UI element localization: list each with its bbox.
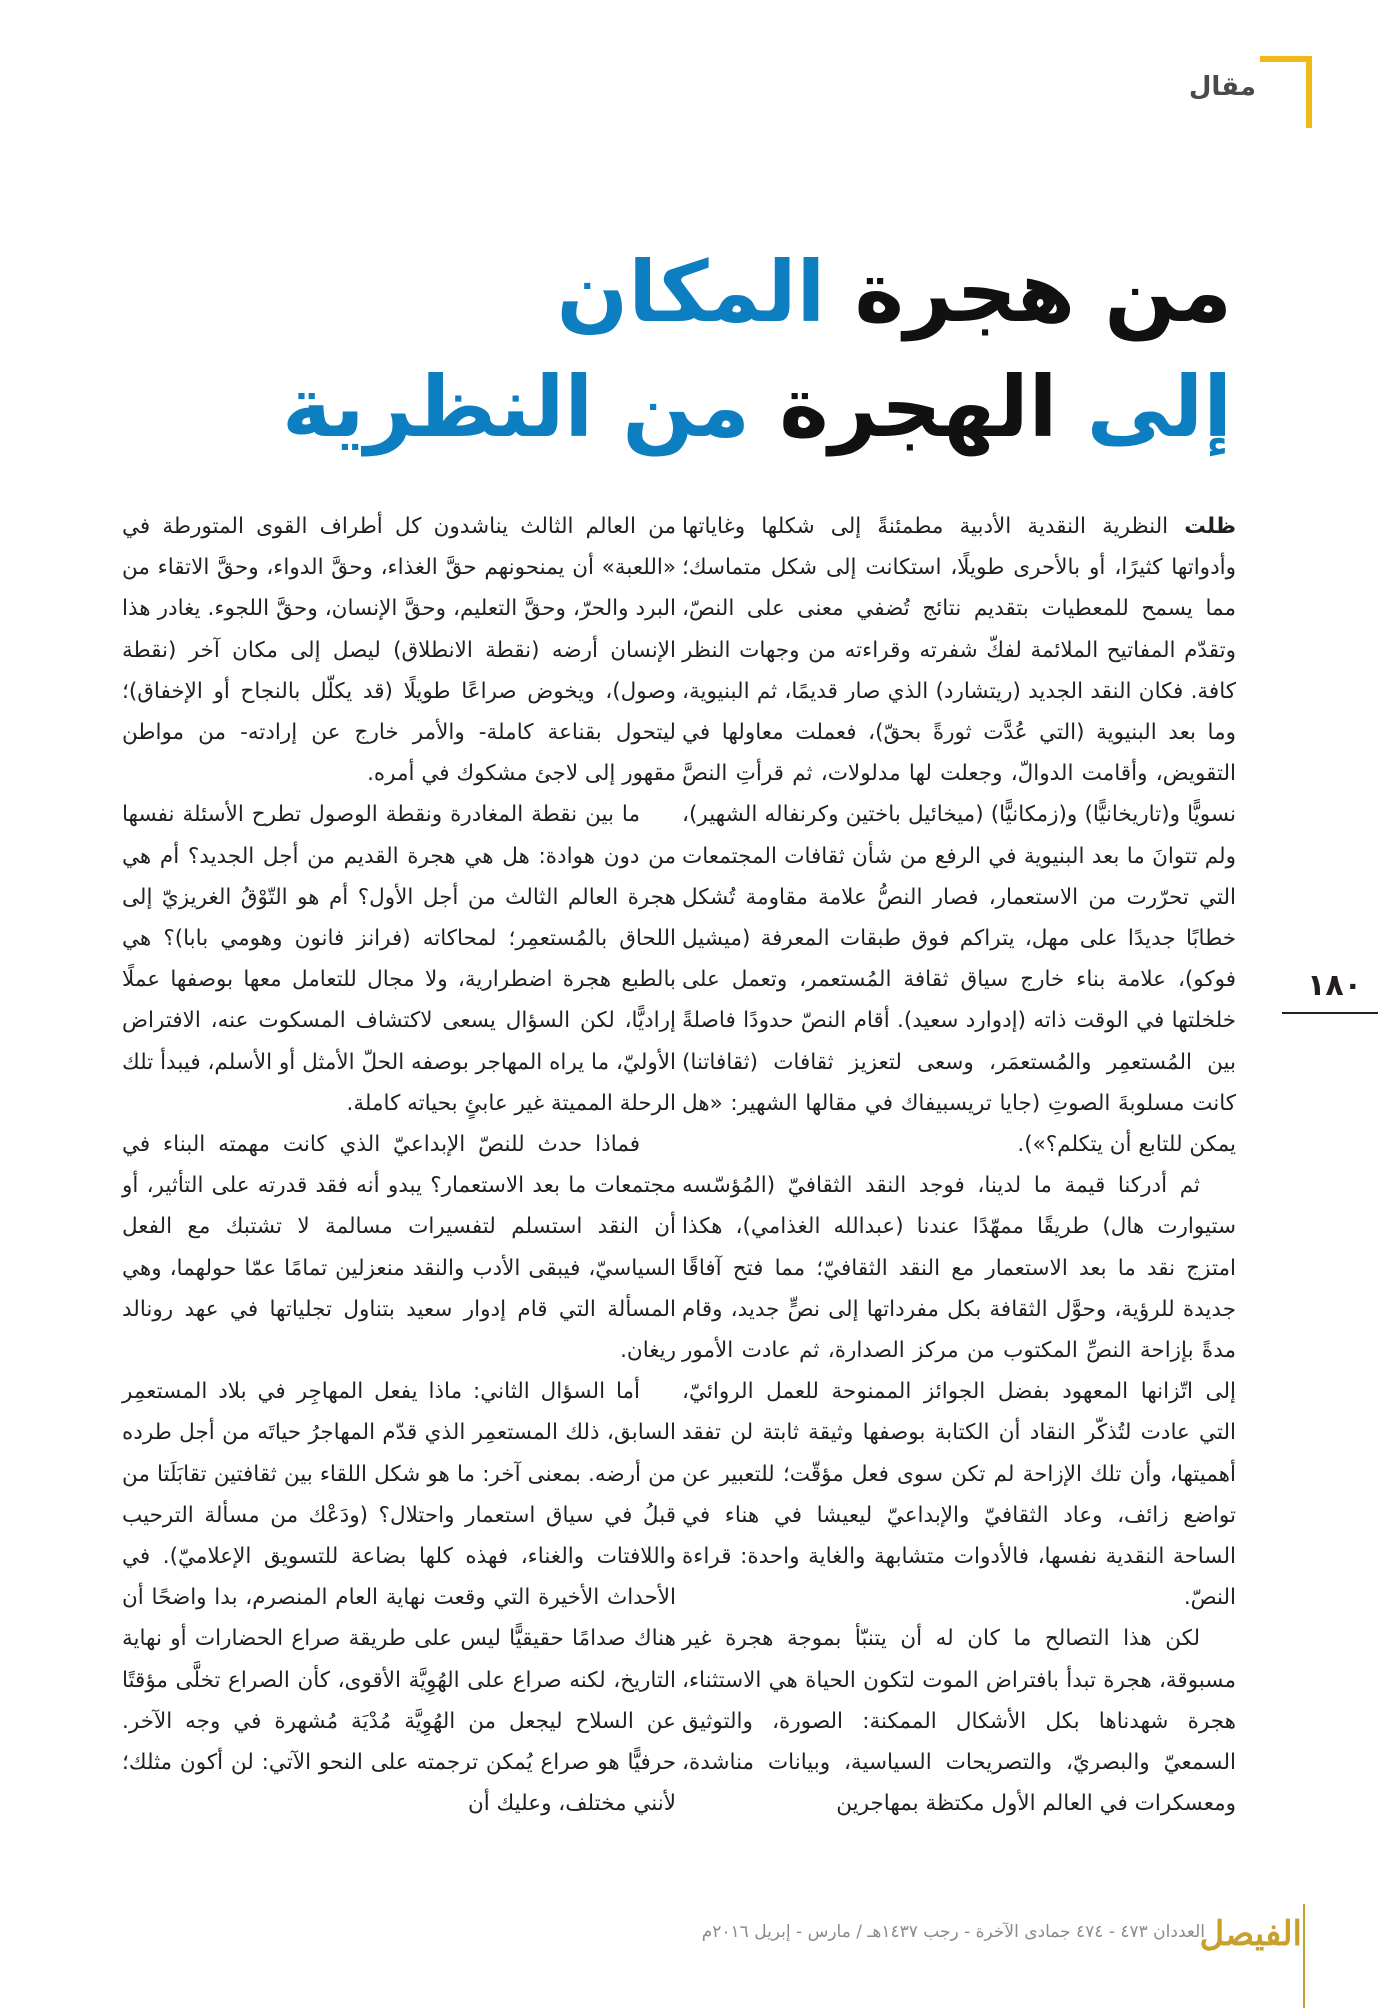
paragraph-7: أما السؤال الثاني: ماذا يفعل المهاجِر في بلاد المستعمِر السابق، ذلك المستعمِر الذي قدّم المهاجرُ حياتَه من أجل طرده من أرضه. بمعنى آخر: ما هو شكل اللقاء بين ثقافتين تقابَلَتا من قبلُ في سياق استعمار واحتلال؟ (ودَعْك من مسألة الترحيب واللافتات والغناء، فهذه كلها بضاعة للتسويق الإعلاميّ). في الأحداث الأخيرة التي وقعت نهاية العام المنصرم، بدا واضحًا أن هناك صدامًا حقيقيًّا ليس على طريقة صراع الحضارات أو نهاية التاريخ، لكنه صراع على الهُوِيَّة الأقوى، كأن الصراع تخلَّى مؤقتًا عن السلاح ليجعل من الهُوِيَّة مُدْيَة مُشهرة في وجه الآخر. حرفيًّا هو صراع يُمكن ترجمته على النحو الآتي: لن أكون مثلك؛ لأنني مختلف، وعليك أن bbox=[122, 1379, 676, 1817]
paragraph-5: ما بين نقطة المغادرة ونقطة الوصول تطرح الأسئلة نفسها من دون هوادة: هل هي هجرة القديم من أجل الجديد؟ أم هي هجرة العالم الثالث من أجل الأول؟ أم هو التّوْقُ الغريزيّ إلى اللحاق بالمُستعمِر؛ لمحاكاته (فرانز فانون وهومي بابا)؟ هي بالطبع هجرة اضطرارية، ولا مجال للتعامل معها بوصفها عملًا إراديًّا، لكن السؤال يسعى لاكتشاف المسكوت عنه، الافتراض الأوليّ، ما يراه المهاجر بوصفه الحلّ الأمثل أو الأسلم، فيبدأ تلك الرحلة المميتة غير عابئٍ بحياته كاملة. bbox=[122, 802, 676, 1116]
article-title-line-2 bbox=[132, 358, 1232, 456]
paragraph-6: فماذا حدث للنصّ الإبداعيّ الذي كانت مهمته البناء في مجتمعات ما بعد الاستعمار؟ يبدو أنه فقد قدرته على التأثير، أو أن النقد استسلم لتفسيرات مسالمة لا تشتبك مع الفعل السياسيّ، فيبقى الأدب والنقد منعزلين تمامًا عمّا حولهما، وهي المسألة التي قام إدوار سعيد بتناول تجلياتها في عهد رونالد ريغان. bbox=[122, 1132, 676, 1364]
section-label: مقال bbox=[1188, 72, 1256, 102]
paragraph-1 bbox=[682, 506, 1236, 1165]
magazine-logo: الفيصل bbox=[1199, 1914, 1302, 1954]
article-column-right bbox=[682, 506, 1236, 1825]
article-title-line-1 bbox=[132, 243, 1232, 341]
paragraph-1-text: النظرية النقدية الأدبية مطمئنةً إلى شكلها وغاياتها وأدواتها كثيرًا، أو بالأحرى طويلًا، استكانت إلى شكل متماسك؛ مما يسمح للمعطيات بتقديم نتائج تُضفي معنى على النصّ، وتقدّم المفاتيح الملائمة لفكّ شفرته وقراءته من وجهات النظر كافة. فكان النقد الجديد (ريتشارد) الذي صار قديمًا، ثم البنيوية، وما بعد البنيوية (التي عُدَّت ثورةً بحقّ)، فعملت معاولها في التقويض، وأقامت الدوالّ، وجعلت لها مدلولات، ثم قرأتِ النصَّ نسويًّا و(تاريخانيًّا) و(زمكانيًّا) (ميخائيل باختين وكرنفاله الشهير)، ولم تتوانَ ما بعد البنيوية في الرفع من شأن ثقافات المجتمعات التي تحرّرت من الاستعمار، فصار النصُّ علامة مقاومة تُشكل خطابًا جديدًا على مهل، يتراكم فوق طبقات المعرفة (ميشيل فوكو)، علامة بناء خارج سياق ثقافة المُستعمر، وتعمل على خلخلتها في الوقت ذاته (إدوارد سعيد). أقام النصّ حدودًا فاصلةً بين المُستعمِر والمُستعمَر، وسعى لتعزيز ثقافات (ثقافاتنا) كانت مسلوبةَ الصوتِ (جايا تريسبيفاك في مقالها الشهير: «هل يمكن للتابع أن يتكلم؟»). bbox=[682, 514, 1236, 1158]
corner-bracket-decoration bbox=[1260, 56, 1312, 128]
title-word-to: إلى bbox=[1057, 358, 1232, 456]
issue-info: العددان ٤٧٣ - ٤٧٤ جمادى الآخرة - رجب ١٤٣٧هـ / مارس - إبريل ٢٠١٦م bbox=[701, 1922, 1205, 1942]
title-word-from-theory: من النظرية bbox=[281, 358, 751, 456]
title-word-place: المكان bbox=[556, 243, 826, 341]
title-word-from-migration: من هجرة bbox=[825, 243, 1232, 341]
page-number: ١٨٠ bbox=[1307, 968, 1362, 1003]
paragraph-3: لكن هذا التصالح ما كان له أن يتنبّأ بموجة هجرة غير مسبوقة، هجرة تبدأ بافتراض الموت لتكون الحياة هي الاستثناء، هجرة شهدناها بكل الأشكال الممكنة: الصورة، والتوثيق السمعيّ والبصريّ، والتصريحات السياسية، وبيانات مناشدة، ومعسكرات في العالم الأول مكتظة بمهاجرين bbox=[682, 1626, 1236, 1817]
paragraph-4: من العالم الثالث يناشدون كل أطراف القوى المتورطة في «اللعبة» أن يمنحونهم حقَّ الغذاء، وحقَّ الدواء، وحقَّ الاتقاء من البرد والحرّ، وحقَّ التعليم، وحقَّ الإنسان، وحقَّ اللجوء. يغادر هذا الإنسان أرضه (نقطة الانطلاق) ليصل إلى مكان آخر (نقطة وصول)، ويخوض صراعًا طويلًا (قد يكلّل بالنجاح أو الإخفاق)؛ ليتحول بقناعة كاملة- والأمر خارج عن إرادته- من مواطن مقهور إلى لاجئ مشكوك في أمره. bbox=[122, 514, 676, 787]
title-word-migration: الهجرة bbox=[750, 358, 1058, 456]
lead-word: ظلت bbox=[1184, 514, 1236, 539]
paragraph-2: ثم أدركنا قيمة ما لدينا، فوجد النقد الثقافيّ (المُؤسّسه ستيوارت هال) طريقًا ممهّدًا عندنا (عبدالله الغذامي)، هكذا امتزج نقد ما بعد الاستعمار مع النقد الثقافيّ؛ مما فتح آفاقًا جديدة للرؤية، وحوَّل الثقافة بكل مفرداتها إلى نصٍّ جديد، وقام مدةً بإزاحة النصِّ المكتوب من مركز الصدارة، ثم عادت الأمور إلى اتّزانها المعهود بفضل الجوائز الممنوحة للعمل الروائيّ، التي عادت لتُذكّر النقاد أن الكتابة بوصفها وثيقة ثابتة لن تفقد أهميتها، وأن تلك الإزاحة لم تكن سوى فعل مؤقّت؛ للتعبير عن تواضع زائف، وعاد الثقافيّ والإبداعيّ ليعيشا في هناء في الساحة النقدية نفسها، فالأدوات متشابهة والغاية واحدة: قراءة النصّ. bbox=[682, 1173, 1236, 1611]
footer-vertical-rule bbox=[1303, 1904, 1305, 2008]
page-number-rule bbox=[1282, 1012, 1378, 1014]
article-column-left bbox=[122, 506, 676, 1825]
